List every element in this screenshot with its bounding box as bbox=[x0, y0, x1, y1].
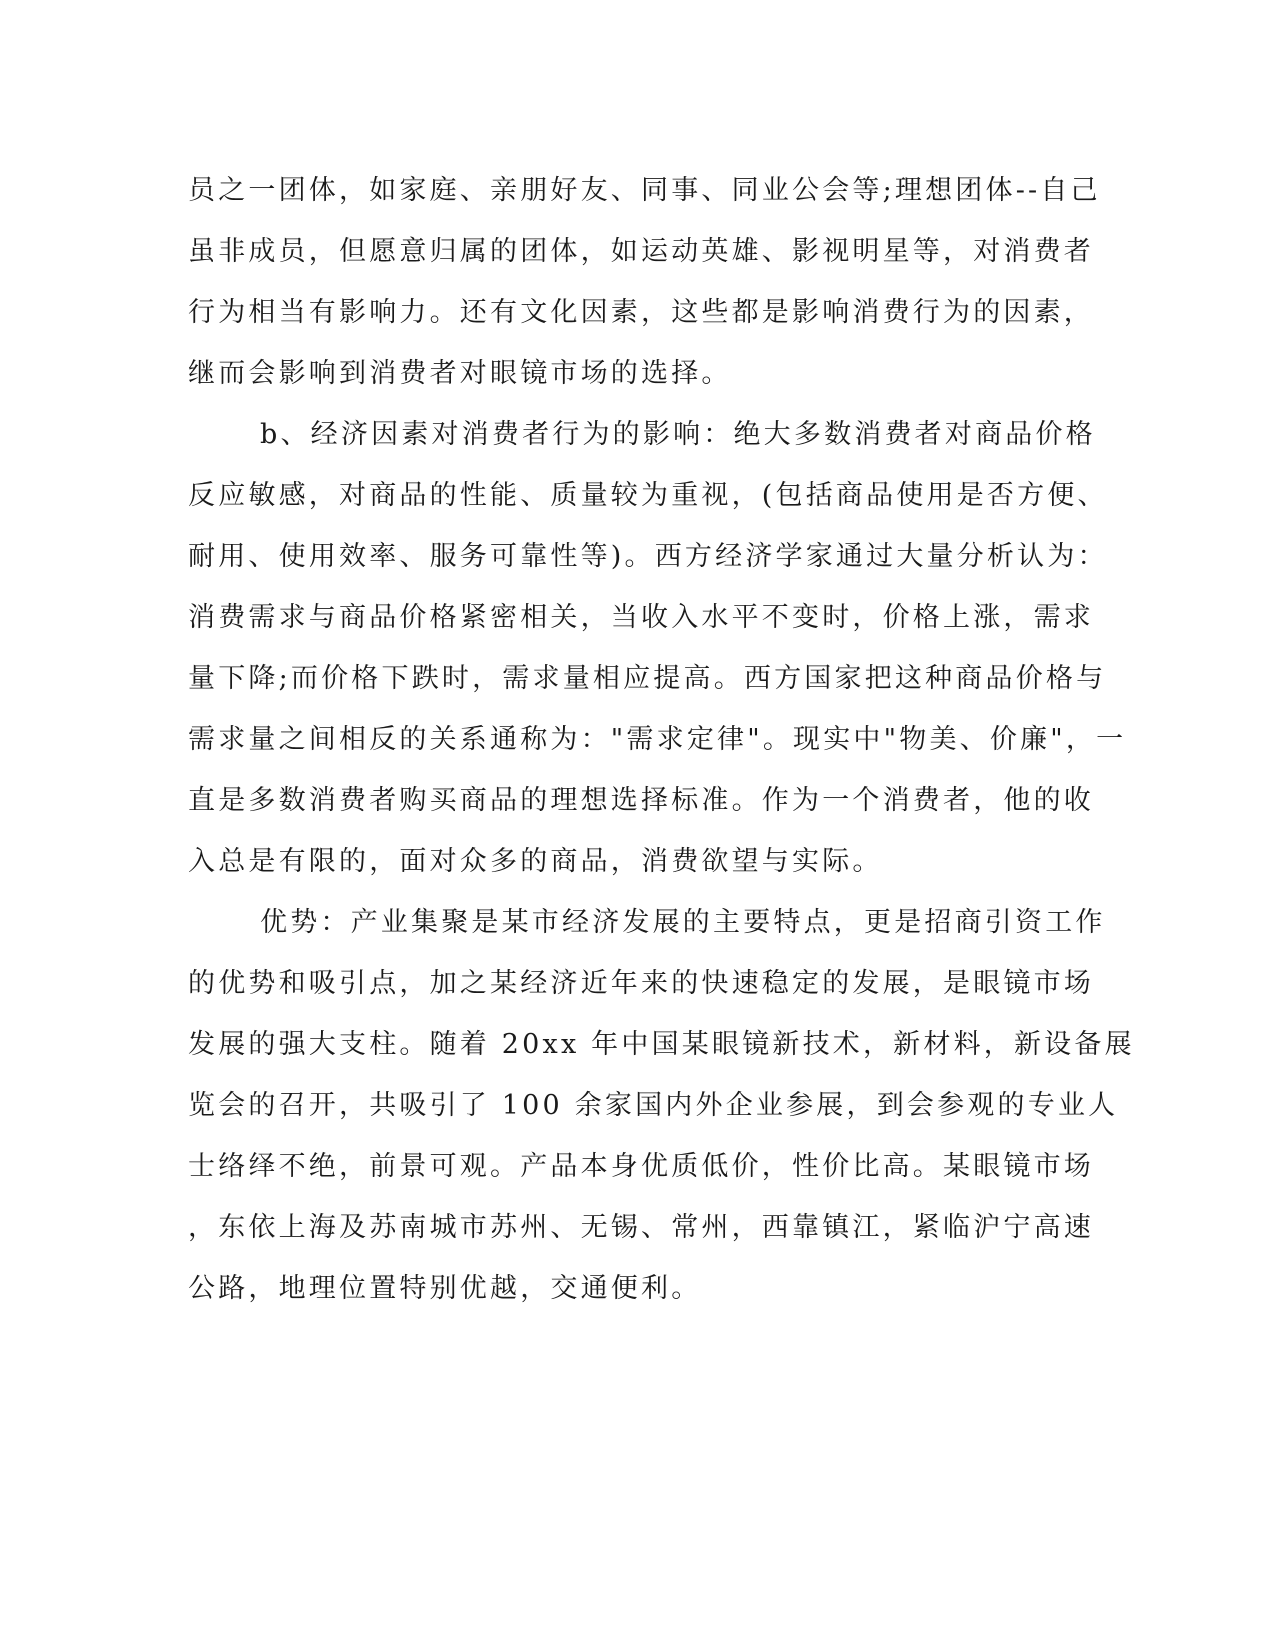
text-line: 员之一团体，如家庭、亲朋好友、同事、同业公会等;理想团体--自己 bbox=[188, 175, 1101, 206]
text-line: 直是多数消费者购买商品的理想选择标准。作为一个消费者，他的收 bbox=[188, 785, 1094, 816]
text-line: 览会的召开，共吸引了 100 余家国内外企业参展，到会参观的专业人 bbox=[188, 1090, 1119, 1121]
text-line: 量下降;而价格下跌时，需求量相应提高。西方国家把这种商品价格与 bbox=[188, 663, 1107, 694]
text-line: 入总是有限的，面对众多的商品，消费欲望与实际。 bbox=[188, 846, 883, 877]
text-line: 发展的强大支柱。随着 20xx 年中国某眼镜新技术，新材料，新设备展 bbox=[188, 1029, 1135, 1060]
text-line: 反应敏感，对商品的性能、质量较为重视，(包括商品使用是否方便、 bbox=[188, 480, 1108, 511]
paragraph-economic-factors bbox=[188, 404, 1127, 892]
paragraph-social-factors bbox=[188, 160, 1101, 404]
text-line: b、经济因素对消费者行为的影响：绝大多数消费者对商品价格 bbox=[260, 419, 1096, 450]
text-line: 优势：产业集聚是某市经济发展的主要特点，更是招商引资工作 bbox=[260, 907, 1106, 938]
text-line: ，东依上海及苏南城市苏州、无锡、常州，西靠镇江，紧临沪宁高速 bbox=[188, 1212, 1094, 1243]
text-line: 耐用、使用效率、服务可靠性等)。西方经济学家通过大量分析认为： bbox=[188, 541, 1108, 572]
document-body bbox=[188, 160, 1135, 1319]
text-line: 行为相当有影响力。还有文化因素，这些都是影响消费行为的因素， bbox=[188, 297, 1094, 328]
text-line: 继而会影响到消费者对眼镜市场的选择。 bbox=[188, 358, 732, 389]
text-line: 消费需求与商品价格紧密相关，当收入水平不变时，价格上涨，需求 bbox=[188, 602, 1094, 633]
text-line: 的优势和吸引点，加之某经济近年来的快速稳定的发展，是眼镜市场 bbox=[188, 968, 1094, 999]
text-line: 公路，地理位置特别优越，交通便利。 bbox=[188, 1273, 702, 1304]
paragraph-advantages bbox=[188, 892, 1135, 1319]
text-line: 需求量之间相反的关系通称为："需求定律"。现实中"物美、价廉"，一 bbox=[188, 724, 1127, 755]
text-line: 虽非成员，但愿意归属的团体，如运动英雄、影视明星等，对消费者 bbox=[188, 236, 1094, 267]
text-line: 士络绎不绝，前景可观。产品本身优质低价，性价比高。某眼镜市场 bbox=[188, 1151, 1094, 1182]
